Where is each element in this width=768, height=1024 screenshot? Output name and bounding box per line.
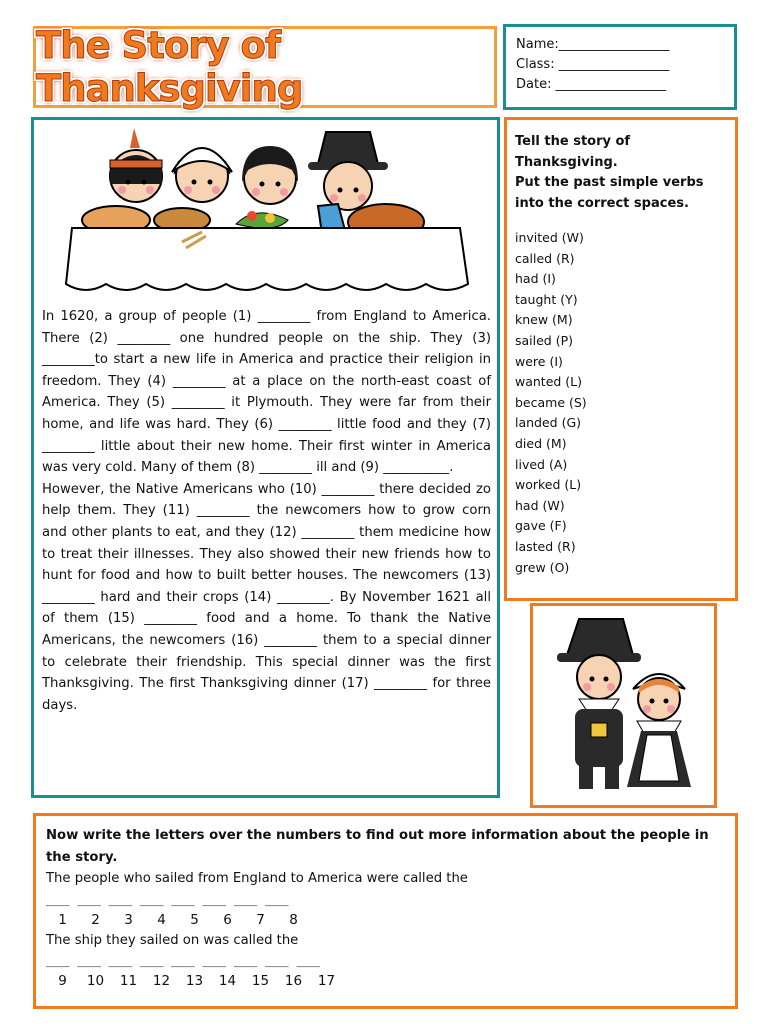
verb-item: taught (Y) [515, 291, 578, 307]
verb-item: became (S) [515, 394, 587, 410]
verb-item: lived (A) [515, 456, 568, 472]
title-box [33, 26, 497, 108]
date-field[interactable]: Date: _________________ [516, 77, 667, 92]
picture-box [530, 603, 717, 808]
verb-item: sailed (P) [515, 332, 574, 348]
verb-item: called (R) [515, 250, 575, 266]
instructions: Tell the story of Thanksgiving. Put the past simple verbs into the correct spaces. [515, 134, 704, 211]
verb-item: gave (F) [515, 518, 567, 534]
verb-item: grew (O) [515, 559, 570, 575]
puzzle-box [33, 813, 738, 1009]
story-text [42, 306, 491, 716]
verbs-box [504, 117, 738, 601]
pilgrim-boy-figure [308, 132, 388, 210]
name-field[interactable]: Name:_________________ [516, 37, 670, 52]
student-info-box [503, 24, 737, 110]
question-1: The people who sailed from England to America were called the [46, 871, 468, 886]
pilgrim-couple-illustration [549, 611, 699, 801]
thanksgiving-feast-illustration [56, 124, 476, 304]
story-paragraph: In 1620, a group of people (1) ________ from England to America. There (2) ________ one hundred people on the ship. They (3) ________to start a new life in America and practice their religion in freedom. They (4) ________ at a place on the north-east coast of America. They (5) ________ it Plymouth. They were far from their home, and life was hard. They (6) ________ little food and they (7) ________ little about their new home. Their first winter in America was very cold. Many of them (8) ________ ill and (9) __________. [42, 309, 491, 476]
class-field[interactable]: Class: _________________ [516, 57, 670, 72]
number-row-1: 1 2 3 4 5 6 7 8 [58, 911, 298, 928]
native-girl-figure [242, 146, 298, 204]
verb-item: worked (L) [515, 477, 582, 493]
answer-blanks-2[interactable]: ___ ___ ___ ___ ___ ___ ___ ___ ___ [46, 953, 320, 968]
story-box [31, 117, 500, 798]
question-2: The ship they sailed on was called the [46, 932, 299, 948]
pilgrim-girl-figure [172, 148, 232, 202]
verb-item: died (M) [515, 435, 567, 451]
verb-item: knew (M) [515, 312, 573, 328]
puzzle-instruction: Now write the letters over the numbers to find out more information about the people in the story. [46, 828, 709, 865]
story-paragraph: However, the Native Americans who (10) ________ there decided zo help them. They (11) ________ the newcomers how to grow corn and other plants to eat, and they (12) ________ them medicine how to treat their illnesses. They also showed their new friends how to hunt for food and how to built better houses. The newcomers (13) ________ hard and their crops (14) ________. By November 1621 all of them (15) ________ food and a home. To thank the Native Americans, the newcomers (16) ________ them to a special dinner to celebrate their friendship. This special dinner was the first Thanksgiving. The first Thanksgiving dinner (17) ________ for three days. [42, 481, 491, 713]
verb-item: had (I) [515, 271, 556, 287]
verb-item: lasted (R) [515, 538, 576, 554]
verb-item: had (W) [515, 497, 565, 513]
verb-item: were (I) [515, 353, 563, 369]
page-title: The Story of Thanksgiving [36, 24, 303, 110]
answer-blanks-1[interactable]: ___ ___ ___ ___ ___ ___ ___ ___ [46, 891, 289, 907]
verb-item: wanted (L) [515, 374, 583, 390]
number-row-2: 9 10 11 12 13 14 15 16 17 [58, 973, 336, 989]
verb-item: invited (W) [515, 230, 584, 245]
native-boy-figure [110, 128, 162, 202]
verb-item: landed (G) [515, 415, 582, 431]
verb-list [515, 228, 727, 578]
